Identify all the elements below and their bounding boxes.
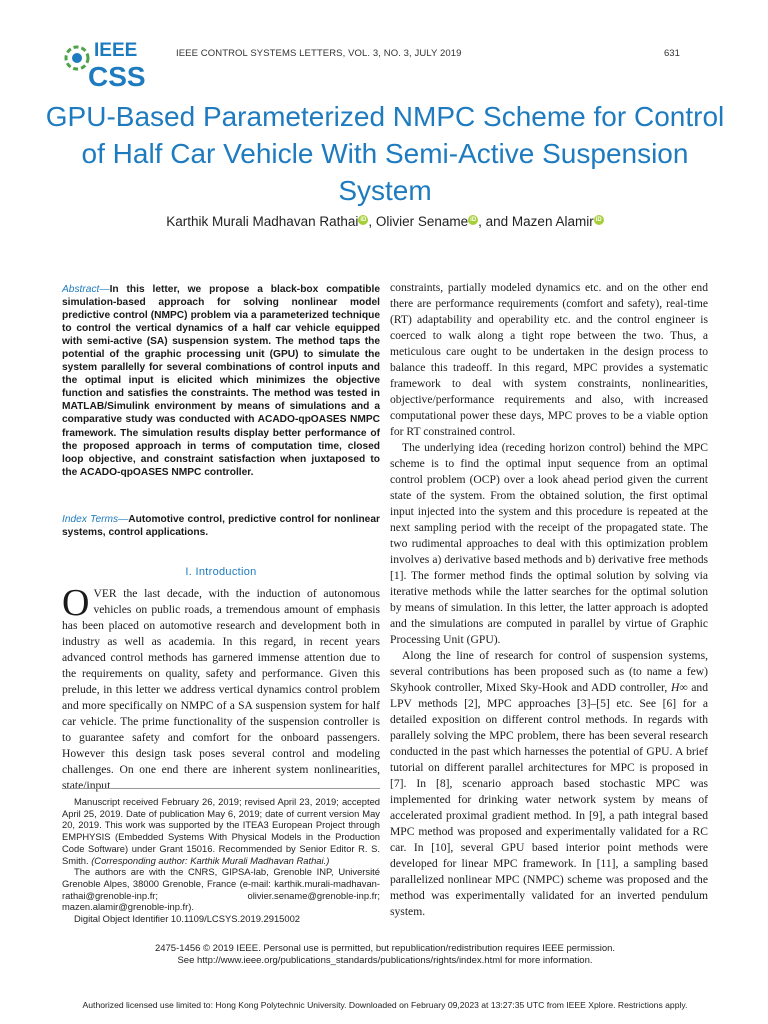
logo-globe-icon	[66, 47, 88, 69]
intro-paragraph	[62, 582, 380, 794]
h-infinity-symbol: H∞	[670, 681, 688, 694]
abstract	[62, 283, 380, 479]
index-terms-label: Index Terms—	[62, 514, 129, 525]
paper-title: GPU-Based Parameterized NMPC Scheme for Control of Half Car Vehicle With Semi-Active Suspension System	[45, 101, 725, 206]
footnote-divider	[62, 788, 380, 789]
index-terms	[62, 513, 380, 539]
footnote	[62, 796, 380, 925]
right-paragraph-3-text: Along the line of research for control of suspension systems, several contributions has been proposed such as (to name a few) Skyhook controller, Mixed Sky-Hook and ADD controller,	[390, 649, 708, 694]
ieee-css-logo	[62, 36, 172, 92]
author-name: , and Mazen Alamir	[478, 214, 594, 229]
orcid-icon[interactable]: iD	[360, 216, 367, 223]
right-column	[390, 280, 708, 920]
orcid-icon[interactable]: iD	[595, 216, 602, 223]
author-list	[40, 214, 730, 229]
logo-ieee-text: IEEE	[94, 40, 138, 61]
author-name: , Olivier Sename	[368, 214, 469, 229]
corresponding-author-note: (Corresponding author: Karthik Murali Madhavan Rathai.)	[91, 854, 330, 866]
intro-text: VER the last decade, with the induction of autonomous vehicles on public roads, a tremendous amount of emphasis has been placed on automotive research and development both in industry as well as academia. In this regard, in recent years advanced control methods has garnered immense attention due to the requirements on quality, safety and performance. Given this prelude, in this letter we address vertical dynamics control problem and more specifically on NMPC of a SA suspension system for half car vehicle. The prime functionality of the suspension controller is to guarantee safety and comfort for the onboard passengers. However this design task poses several control and modeling challenges. On one end there are inherent system nonlinearities, state/input	[62, 587, 380, 792]
footnote-manuscript-text: Manuscript received February 26, 2019; revised April 23, 2019; accepted April 25, 2019. Date of publication May 6, 2019; date of current version May 20, 2019. This work was supported by the ITEA3 European Project through EMPHYSIS (Embedded Systems With Physical Models in the Production Code Software) under Grant 15016. Recommended by Senior Editor R. S. Smith.	[62, 796, 380, 866]
right-paragraph-2: The underlying idea (receding horizon control) behind the MPC scheme is to find the optimal input sequence from an optimal control problem (OCP) over a look ahead period given the current state of the system. From the obtained solution, the first optimal input injected into the system and this procedure is repeated at the next sampling period with the receipt of the propagated state. The two rudimental approaches to deal with this optimization problem involves a) derivative based methods and b) derivative free methods [1]. The former method finds the optimal solution by solving via iterative methods while the latter searches for the optimal solution by means of simulation. In this letter, the latter approach is adopted and the simulations are computed in parallel by virtue of Graphic Processing Unit (GPU).	[390, 441, 708, 646]
doi-line: Digital Object Identifier 10.1109/LCSYS.2019.2915002	[74, 913, 301, 925]
copyright-line-2: See http://www.ieee.org/publications_standards/publications/rights/index.html for more information.	[177, 955, 593, 966]
author-name: Karthik Murali Madhavan Rathai	[166, 214, 359, 229]
footnote-manuscript	[62, 796, 380, 866]
copyright-line-1: 2475-1456 © 2019 IEEE. Personal use is permitted, but republication/redistribution requires IEEE permission.	[154, 943, 616, 954]
page-number: 631	[664, 48, 680, 59]
copyright-notice	[40, 943, 730, 967]
right-paragraph-1: constraints, partially modeled dynamics etc. and on the other end there are performance requirements (comfort and safety), real-time (RT) adaptability and operability etc. and the control engineer is coerced to walk along a tight rope between the two. Thus, a meticulous care ought to be undertaken in the design process to balance this tradeoff. In this regard, MPC provides a systematic framework to deal with system constraints, nonlinearities, objective/performance requirements and also, with increased computational power these days, MPC proves to be a viable option for RT constrained control.	[390, 281, 708, 438]
orcid-icon[interactable]: iD	[470, 216, 477, 223]
journal-header: IEEE CONTROL SYSTEMS LETTERS, VOL. 3, NO. 3, JULY 2019	[176, 48, 462, 59]
logo-css-text: CSS	[88, 61, 146, 92]
drop-cap: O	[62, 582, 90, 624]
right-paragraph-3	[390, 648, 708, 920]
footnote-affiliation: The authors are with the CNRS, GIPSA-lab, Grenoble INP, Université Grenoble Alpes, 38000 Grenoble, France (e-mail: karthik.murali-madhavan-rathai@grenoble-inp.fr; olivier.sename@grenoble-inp.fr; mazen.alamir@grenoble-inp.fr).	[62, 866, 380, 913]
section-heading: I. Introduction	[185, 566, 257, 578]
abstract-label: Abstract—	[62, 284, 110, 295]
abstract-text: In this letter, we propose a black-box compatible simulation-based approach for solving nonlinear model predictive control (NMPC) problem via a parameterized technique to control the vertical dynamics of a half car vehicle equipped with semi-active (SA) suspension system. The method taps the potential of the graphic processing unit (GPU) to simulate the system parallelly for several combinations of control inputs and the optimal input is elicited which minimizes the objective function and satisfies the constraints. The method was tested in MATLAB/Simulink environment by means of simulations and a comparative study was conducted with ACADO-qpOASES NMPC framework. The simulation results display better performance of the proposed approach in terms of computation time, closed loop objective, and constraint satisfaction when juxtaposed to the ACADO-qpOASES NMPC controller.	[62, 284, 380, 478]
ieee-css-logo-graphic	[62, 36, 172, 92]
right-paragraph-3-text-cont: and LPV methods [2], MPC approaches [3]–[5] etc. See [6] for a detailed exposition on different control methods. In regards with parallely solving the MPC problem, there has been several research conducted in the past which harnesses the potential of GPU. A brief tutorial on different parallel architectures for MPC is proposed in [7]. In [8], scenario approach based stochastic MPC was implemented for drinking water network system by means of accelerated proximal gradient method. In [9], a path integral based MPC method was proposed and experimentally validated for a RC car. In [10], several GPU based interior point methods were developed for linear MPC framework. In [11], a sampling based parallelized nonlinear MPC (NMPC) scheme was proposed and the method was experimentally validated for an inverted pendulum system.	[390, 681, 708, 918]
index-terms-text: Automotive control, predictive control for nonlinear systems, control applications.	[62, 514, 380, 539]
authorized-use-notice: Authorized licensed use limited to: Hong Kong Polytechnic University. Downloaded on February 09,2023 at 13:27:35 UTC from IEEE Xplore. Restrictions apply.	[82, 1000, 688, 1010]
